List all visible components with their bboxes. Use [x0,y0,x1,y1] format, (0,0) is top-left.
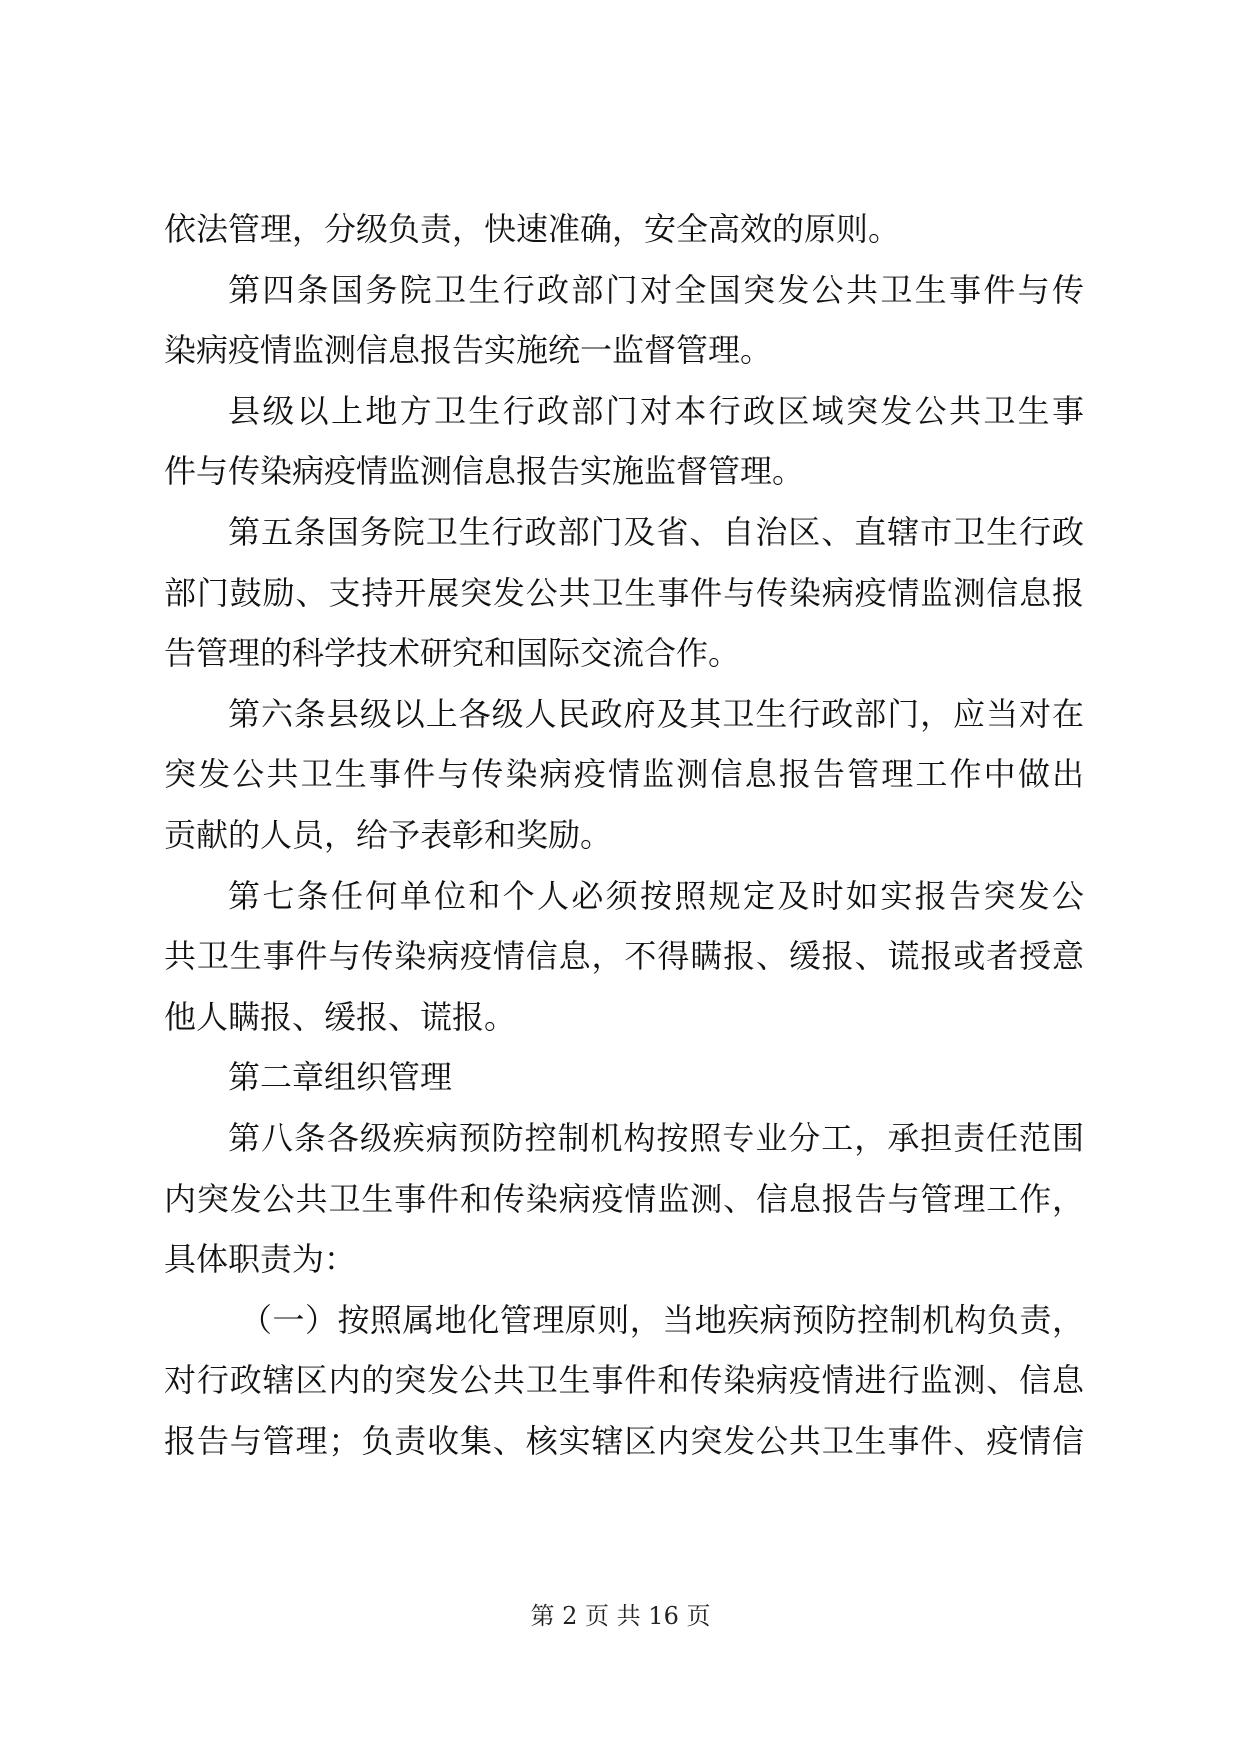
text-line: 告管理的科学技术研究和国际交流合作。 [164,634,741,673]
text-line: 件与传染病疫情监测信息报告实施监督管理。 [164,452,805,491]
text-line: 第四条国务院卫生行政部门对全国突发公共卫生事件与传 [228,270,1084,309]
text-line: 部门鼓励、支持开展突发公共卫生事件与传染病疫情监测信息报 [164,573,1084,612]
body-text [164,199,1084,1471]
text-line: 具体职责为： [164,1240,357,1279]
text-line: 共卫生事件与传染病疫情信息，不得瞒报、缓报、谎报或者授意 [164,937,1084,976]
text-line: 依法管理，分级负责，快速准确，安全高效的原则。 [164,210,901,248]
text-line: 第六条县级以上各级人民政府及其卫生行政部门，应当对在 [228,694,1084,733]
chapter-heading: 第二章组织管理 [228,1058,453,1097]
text-line: （一）按照属地化管理原则，当地疾病预防控制机构负责， [240,1300,1084,1339]
text-line: 突发公共卫生事件与传染病疫情监测信息报告管理工作中做出 [164,755,1084,794]
page-number-footer: 第 2 页 共 16 页 [530,1602,711,1630]
text-line: 第八条各级疾病预防控制机构按照专业分工，承担责任范围 [228,1118,1084,1157]
text-line: 县级以上地方卫生行政部门对本行政区域突发公共卫生事 [228,391,1084,430]
text-line: 对行政辖区内的突发公共卫生事件和传染病疫情进行监测、信息 [164,1361,1084,1400]
text-line: 贡献的人员，给予表彰和奖励。 [164,815,613,854]
text-line: 第七条任何单位和个人必须按照规定及时如实报告突发公 [228,876,1084,915]
text-line: 他人瞒报、缓报、谎报。 [164,997,517,1036]
text-line: 第五条国务院卫生行政部门及省、自治区、直辖市卫生行政 [228,512,1084,551]
text-line: 内突发公共卫生事件和传染病疫情监测、信息报告与管理工作， [164,1179,1084,1218]
text-line: 报告与管理；负责收集、核实辖区内突发公共卫生事件、疫情信 [164,1421,1084,1460]
text-line: 染病疫情监测信息报告实施统一监督管理。 [164,331,773,370]
